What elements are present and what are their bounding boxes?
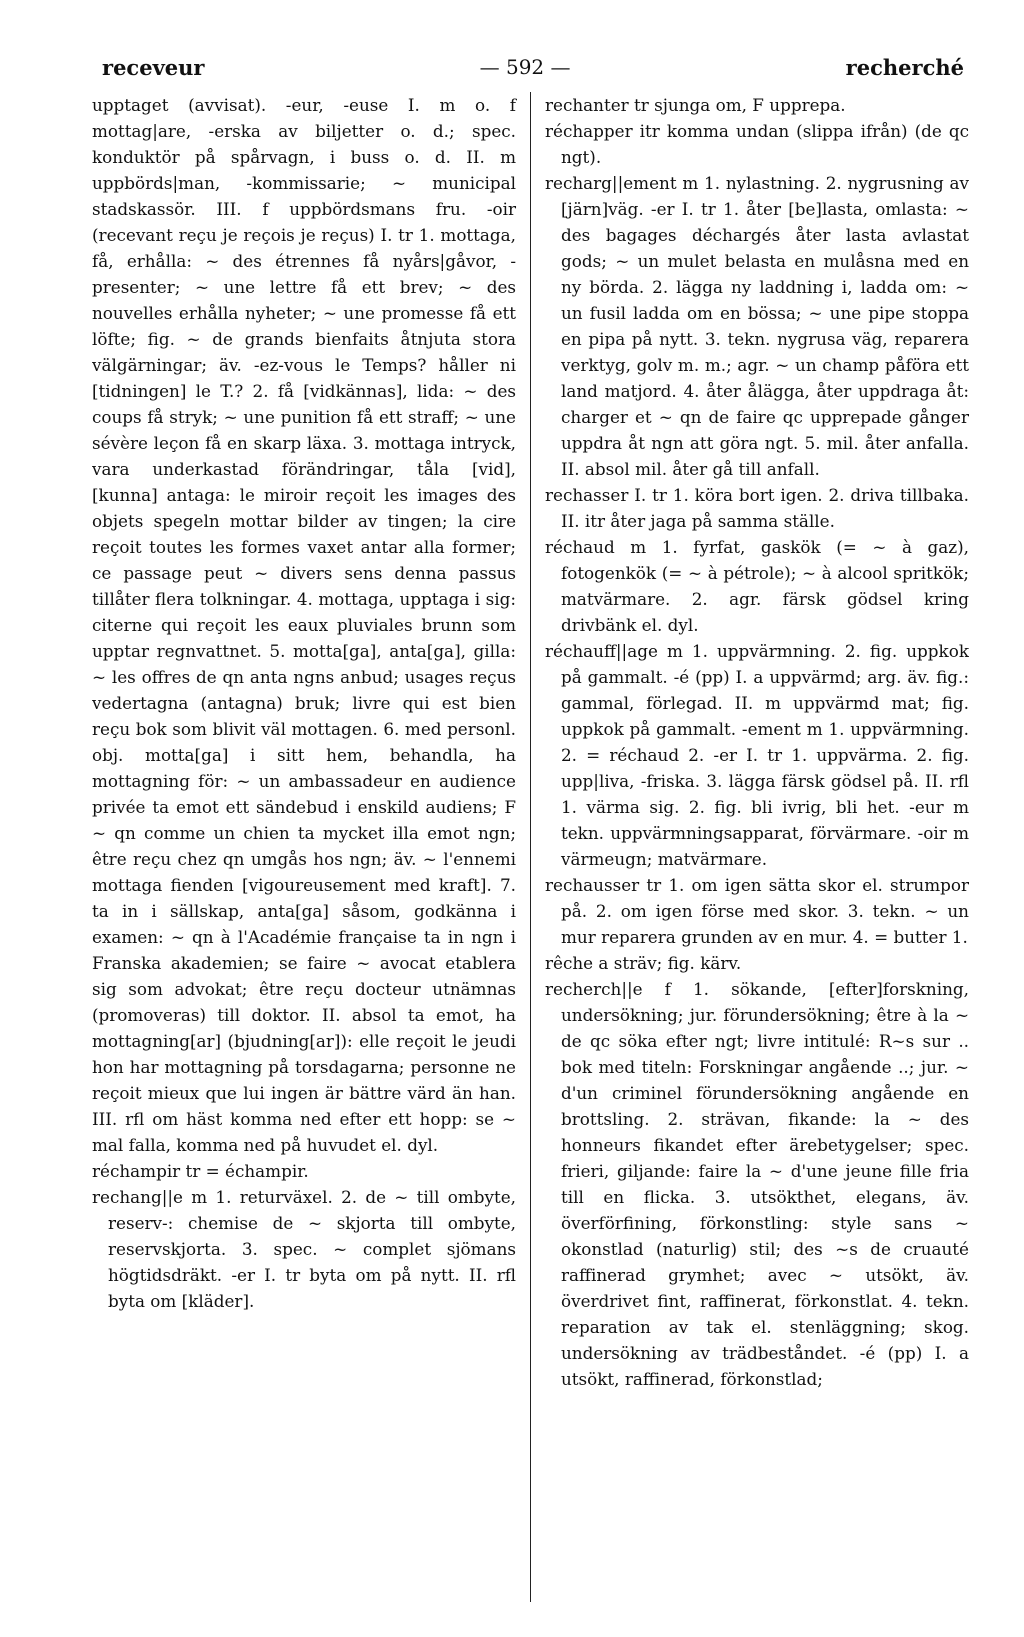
entry-rechange: rechang||e m 1. returväxel. 2. de ~ till ombyte, reserv-: chemise de ~ skjorta till ombyte, reservskjorta. 3. spec. ~ complet sjömans högtidsdräkt. -er I. tr byta om på nytt. II. rfl byta om [kläder]. [92,1187,516,1311]
entry-rechasser: rechasser I. tr 1. köra bort igen. 2. driva tillbaka. II. itr åter jaga på samma ställe. [545,485,969,531]
entry-rechapper: réchapper itr komma undan (slippa ifrån) (de qc ngt). [545,121,969,167]
entry-rechargement: recharg||ement m 1. nylastning. 2. nygrusning av [järn]väg. -er I. tr 1. åter [be]lasta, omlasta: ~ des bagages déchargés åter lasta avlastat gods; ~ un mulet belasta en mulåsna med en ny börda. 2. lägga ny laddning i, ladda om: ~ un fusil ladda om en bössa; ~ une pipe stoppa en pipa på nytt. 3. tekn. nygrusa väg, reparera verktyg, golv m. m.; agr. ~ un champ påföra ett land matjord. 4. åter ålägga, åter uppdraga åt: charger et ~ qn de faire qc upprepade gånger uppdra åt ngn att göra ngt. 5. mil. åter anfalla. II. absol mil. åter gå till anfall. [545,173,969,479]
entry-continuation: upptaget (avvisat). -eur, -euse I. m o. f mottag|are, -erska av biljetter o. d.; spec. konduktör på spårvagn, i buss o. d. II. m uppbörds|man, -kommissarie; ~ municipal stadskassör. III. f uppbördsmans fru. -oir (recevant reçu je reçois je reçus) I. tr 1. mottaga, få, erhålla: ~ des étrennes få nyårs|gåvor, -presenter; ~ une lettre få ett brev; ~ des nouvelles erhålla nyheter; ~ une promesse få ett löfte; fig. ~ de grands bienfaits åtnjuta stora välgärningar; äv. -ez-vous le Temps? håller ni [tidningen] le T.? 2. få [vidkännas], lida: ~ des coups få stryk; ~ une punition få ett straff; ~ une sévère leçon få en skarp läxa. 3. mottaga intryck, vara underkastad förändringar, tåla [vid], [kunna] antaga: le miroir reçoit les images des objets spegeln mottar bilder av tingen; la cire reçoit toutes les formes vaxet antar alla former; ce passage peut ~ divers sens denna passus tillåter flera tolkningar. 4. mottaga, upptaga i sig: citerne qui reçoit les eaux pluviales brunn som upptar regnvattnet. 5. motta[ga], anta[ga], gilla: ~ les offres de qn anta ngns anbud; usages reçus vedertagna (antagna) bruk; livre qui est bien reçu bok som blivit väl mottagen. 6. med personl. obj. motta[ga] i sitt hem, behandla, ha mottagning för: ~ un ambassadeur en audience privée ta emot ett sändebud i enskild audiens; F ~ qn comme un chien ta mycket illa emot ngn; être reçu chez qn umgås hos ngn; äv. ~ l'ennemi mottaga fienden [vigoureusement med kraft]. 7. ta in i sällskap, anta[ga] såsom, godkänna i examen: ~ qn à l'Académie française ta in ngn i Franska akademien; se faire ~ avocat etablera sig som advokat; être reçu docteur utnämnas (promoveras) till doktor. II. absol ta emot, ha mottagning[ar] (bjudning[ar]): elle reçoit le jeudi hon har mottagning på torsdagarna; personne ne reçoit mieux que lui ingen är bättre värd än han. III. rfl om häst komma ned efter ett hopp: se ~ mal falla, komma ned på huvudet el. dyl. [92,95,516,1155]
entry-rechaud: réchaud m 1. fyrfat, gaskök (= ~ à gaz), fotogenkök (= ~ à pétrole); ~ à alcool spritkök; matvärmare. 2. agr. färsk gödsel kring drivbänk el. dyl. [545,537,969,635]
entry-rechanter: rechanter tr sjunga om, F upprepa. [545,95,846,115]
entry-rechampir: réchampir tr = échampir. [92,1161,309,1181]
page-header [102,50,964,84]
entry-recherche: recherch||e f 1. sökande, [efter]forskning, undersökning; jur. förundersökning; être à la ~ de qc söka efter ngt; livre intitulé: R~s sur .. bok med titeln: Forskningar angående ..; jur. ~ d'un criminel förundersökning angående en brottsling. 2. strävan, fikande: la ~ des honneurs fikandet efter ärebetygelser; spec. frieri, giljande: faire la ~ d'une jeune fille fria till en flicka. 3. utsökthet, elegans, äv. överförfining, förkonstling: style sans ~ okonstlad (naturlig) stil; des ~s de cruauté raffinerad grymhet; avec ~ utsökt, äv. överdrivet fint, raffinerat, förkonstlat. 4. tekn. reparation av tak el. stenläggning; skog. undersökning av trädbeståndet. -é (pp) I. a utsökt, raffinerad, förkonstlad; [545,979,969,1389]
left-column [92,92,530,1602]
header-right-guideword: recherché [845,54,964,80]
page-number: — 592 — [479,55,571,79]
text-columns [92,92,970,1602]
header-left-guideword: receveur [102,54,205,80]
entry-rechausser: rechausser tr 1. om igen sätta skor el. strumpor på. 2. om igen förse med skor. 3. tekn. ~ un mur reparera grunden av en mur. 4. = butter 1. [545,875,969,947]
entry-reche: rêche a sträv; fig. kärv. [545,953,742,973]
right-column [531,92,969,1602]
entry-rechauffage: réchauff||age m 1. uppvärmning. 2. fig. uppkok på gammalt. -é (pp) I. a uppvärmd; arg. äv. fig.: gammal, förlegad. II. m uppvärmd mat; fig. uppkok på gammalt. -ement m 1. uppvärmning. 2. = réchaud 2. -er I. tr 1. uppvärma. 2. fig. upp|liva, -friska. 3. lägga färsk gödsel på. II. rfl 1. värma sig. 2. fig. bli ivrig, bli het. -eur m tekn. uppvärmningsapparat, förvärmare. -oir m värmeugn; matvärmare. [545,641,969,869]
